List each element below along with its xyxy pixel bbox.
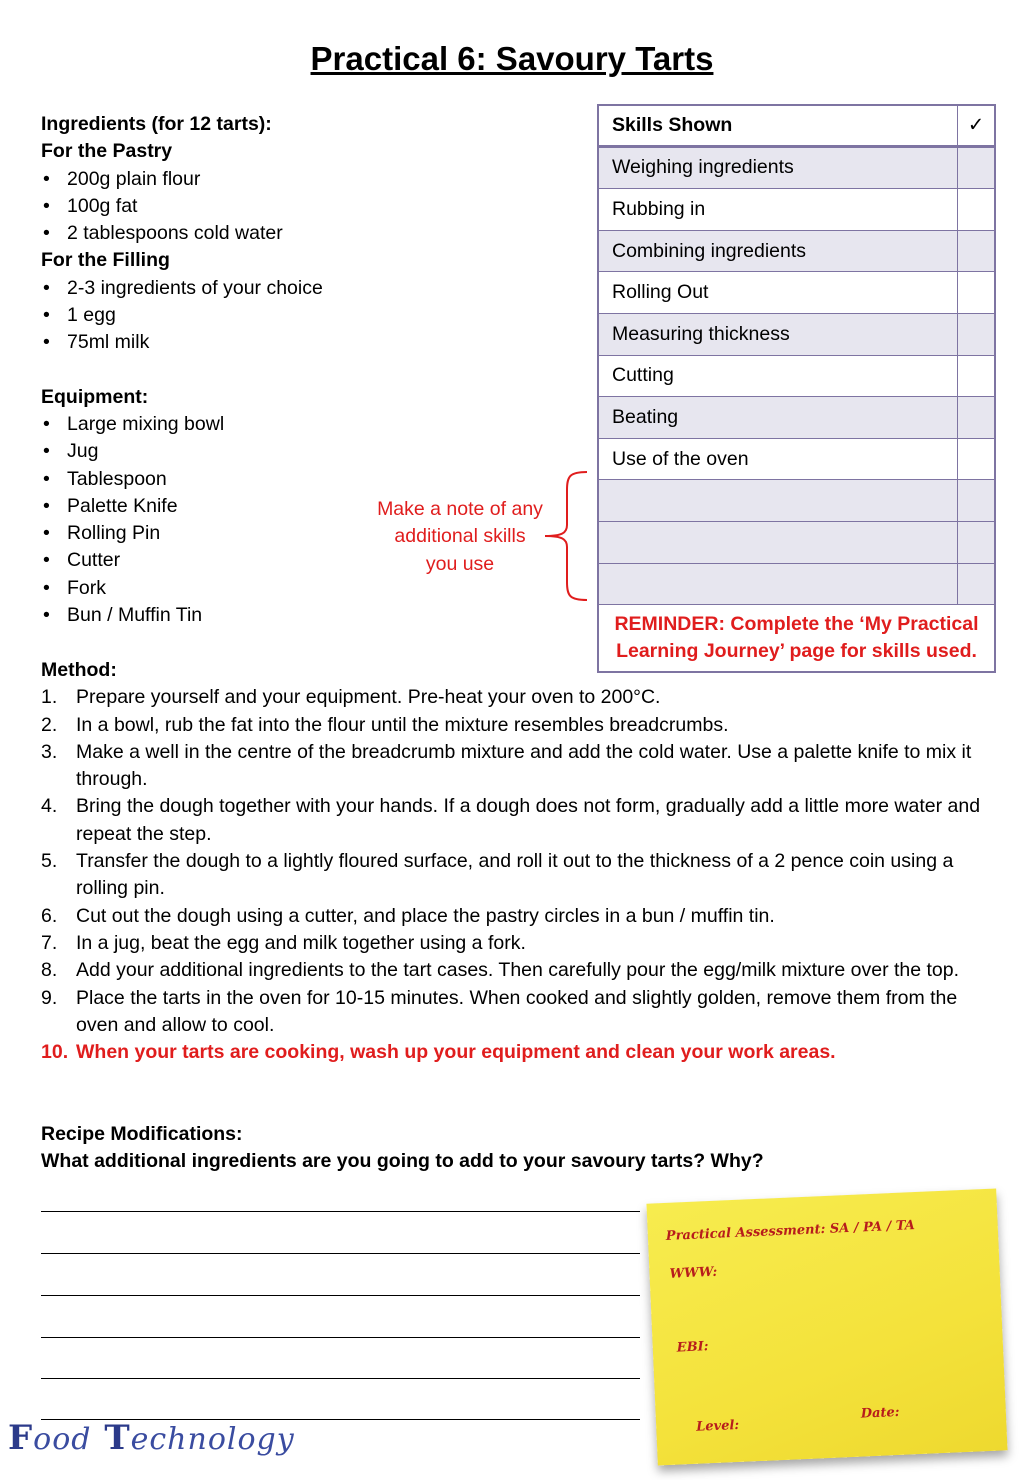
- list-item: 9. Place the tarts in the oven for 10-15 minutes. When cooked and slightly golden, remove them from the oven and allow to cool.: [41, 986, 958, 1036]
- page-title: Practical 6: Savoury Tarts: [310, 40, 714, 77]
- logo-word: ood: [33, 1422, 92, 1457]
- answer-line[interactable]: [41, 1253, 640, 1254]
- checkmark-icon: ✓: [967, 114, 985, 137]
- skill-name: Combining ingredients: [599, 231, 958, 272]
- list-item: 5. Transfer the dough to a lightly floured surface, and roll it out to the thickness of a 2 pence coin using a rolling pin.: [41, 850, 954, 900]
- list-item: 8. Add your additional ingredients to the tart cases. Then carefully pour the egg/milk mixture over the top.: [41, 959, 960, 982]
- note-line: additional skills: [394, 525, 526, 548]
- note-line: Make a note of any: [377, 498, 543, 520]
- logo-letter: F: [8, 1418, 34, 1458]
- step-text: In a bowl, rub the fat into the flour until the mixture resembles breadcrumbs.: [76, 713, 729, 736]
- list-item: 3. Make a well in the centre of the breadcrumb mixture and add the cold water. Use a palette knife to mix it through.: [41, 740, 972, 791]
- list-item: 2. In a bowl, rub the fat into the flour until the mixture resembles breadcrumbs.: [41, 713, 729, 736]
- list-item: • Rolling Pin: [41, 520, 581, 547]
- ingredients-heading: Ingredients (for 12 tarts):: [41, 113, 272, 135]
- food-technology-logo: [8, 1418, 295, 1458]
- list-item: • 200g plain flour: [41, 166, 581, 193]
- skills-table: [597, 104, 996, 673]
- assessment-sticky-note: [646, 1188, 1007, 1465]
- brace-icon: [540, 470, 590, 604]
- skill-checkbox[interactable]: [958, 231, 994, 272]
- skill-checkbox[interactable]: [958, 314, 994, 355]
- method-heading: Method:: [41, 659, 117, 681]
- step-text: Bring the dough together with your hands. If a dough does not form, gradually add a little more water and repeat the step.: [76, 795, 981, 845]
- list-item: • Fork: [41, 575, 581, 602]
- table-row: [599, 189, 994, 231]
- list-item: • 75ml milk: [41, 329, 581, 356]
- table-row: [599, 522, 994, 564]
- table-row: [599, 272, 994, 314]
- pastry-list: [41, 166, 581, 248]
- skill-checkbox[interactable]: [958, 480, 994, 521]
- answer-line[interactable]: [41, 1295, 640, 1296]
- skill-checkbox[interactable]: [958, 356, 994, 397]
- step-text: Transfer the dough to a lightly floured surface, and roll it out to the thickness of a 2 pence coin using a rolling pin.: [76, 850, 954, 900]
- skill-checkbox[interactable]: [958, 522, 994, 563]
- answer-line[interactable]: [41, 1211, 640, 1212]
- table-row: [599, 397, 994, 439]
- list-item: 6. Cut out the dough using a cutter, and place the pastry circles in a bun / muffin tin.: [41, 904, 775, 927]
- skill-checkbox[interactable]: [958, 189, 994, 230]
- table-row: [599, 231, 994, 273]
- note-line: you use: [425, 552, 495, 575]
- list-item: 7. In a jug, beat the egg and milk together using a fork.: [41, 931, 526, 954]
- answer-line[interactable]: [41, 1378, 640, 1379]
- skill-name: Use of the oven: [599, 439, 958, 480]
- skill-checkbox[interactable]: [958, 148, 994, 189]
- list-item: 1. Prepare yourself and your equipment. Pre-heat your oven to 200°C.: [41, 686, 661, 709]
- ebi-label: EBI:: [676, 1339, 709, 1356]
- level-label: Level:: [695, 1417, 740, 1435]
- skill-name: Weighing ingredients: [599, 148, 958, 189]
- modifications-heading: Recipe Modifications:: [41, 1123, 243, 1145]
- answer-line[interactable]: [41, 1337, 640, 1338]
- modifications-question: What additional ingredients are you going to add to your savoury tarts? Why?: [41, 1150, 764, 1173]
- step-text: Prepare yourself and your equipment. Pre-heat your oven to 200°C.: [76, 686, 661, 709]
- table-row: [599, 480, 994, 522]
- table-row: [599, 564, 994, 606]
- list-item: • 100g fat: [41, 193, 581, 220]
- list-item: 4. Bring the dough together with your hands. If a dough does not form, gradually add a little more water and repeat the step.: [41, 795, 981, 845]
- date-label: Date:: [860, 1404, 900, 1422]
- step-text: In a jug, beat the egg and milk together using a fork.: [76, 931, 526, 954]
- modifications-section: [41, 1121, 1001, 1176]
- step-text: When your tarts are cooking, wash up your equipment and clean your work areas.: [76, 1041, 836, 1064]
- additional-skill-input[interactable]: [599, 564, 958, 605]
- logo-word: echnology: [130, 1422, 295, 1457]
- table-row: [599, 148, 994, 190]
- list-item: • Large mixing bowl: [41, 411, 581, 438]
- list-item: • Jug: [41, 438, 581, 465]
- list-item: • Cutter: [41, 547, 581, 574]
- skill-name: Measuring thickness: [599, 314, 958, 355]
- method-section: [41, 657, 981, 1066]
- list-item: • 2-3 ingredients of your choice: [41, 275, 581, 302]
- table-row: [599, 314, 994, 356]
- step-text: Make a well in the centre of the breadcrumb mixture and add the cold water. Use a palette knife to mix it through.: [76, 740, 972, 791]
- list-item: 10. When your tarts are cooking, wash up your equipment and clean your work areas.: [41, 1041, 836, 1064]
- filling-heading: For the Filling: [41, 249, 170, 272]
- reminder-line: Learning Journey’ page for skills used.: [616, 640, 977, 663]
- table-row: [599, 356, 994, 398]
- additional-skills-note: [360, 496, 560, 578]
- skills-header-label: Skills Shown: [599, 106, 958, 145]
- skill-checkbox[interactable]: [958, 564, 994, 605]
- filling-list: [41, 275, 581, 357]
- method-steps: [41, 684, 981, 1066]
- step-text: Cut out the dough using a cutter, and place the pastry circles in a bun / muffin tin.: [76, 904, 775, 927]
- skill-name: Rolling Out: [599, 272, 958, 313]
- skill-name: Rubbing in: [599, 189, 958, 230]
- pastry-heading: For the Pastry: [41, 140, 173, 163]
- skill-checkbox[interactable]: [958, 272, 994, 313]
- list-item: • 2 tablespoons cold water: [41, 220, 581, 247]
- step-text: Add your additional ingredients to the tart cases. Then carefully pour the egg/milk mixture over the top.: [76, 959, 960, 982]
- step-text: Place the tarts in the oven for 10-15 minutes. When cooked and slightly golden, remove them from the oven and allow to cool.: [76, 986, 958, 1036]
- assessment-label: Practical Assessment: SA / PA / TA: [665, 1218, 916, 1244]
- logo-letter: T: [104, 1418, 131, 1458]
- skill-name: Cutting: [599, 356, 958, 397]
- skills-table-header: [599, 106, 994, 148]
- www-label: WWW:: [669, 1264, 718, 1282]
- skill-name: Beating: [599, 397, 958, 438]
- list-item: • 1 egg: [41, 302, 581, 329]
- list-item: • Palette Knife: [41, 493, 581, 520]
- additional-skill-input[interactable]: [599, 522, 958, 563]
- skill-checkbox[interactable]: [958, 439, 994, 480]
- table-row: [599, 439, 994, 481]
- list-item: • Tablespoon: [41, 466, 581, 493]
- reminder-line: REMINDER: Complete the ‘My Practical: [614, 613, 979, 636]
- additional-skill-input[interactable]: [599, 480, 958, 521]
- equipment-heading: Equipment:: [41, 385, 149, 408]
- list-item: • Bun / Muffin Tin: [41, 602, 581, 629]
- skill-checkbox[interactable]: [958, 397, 994, 438]
